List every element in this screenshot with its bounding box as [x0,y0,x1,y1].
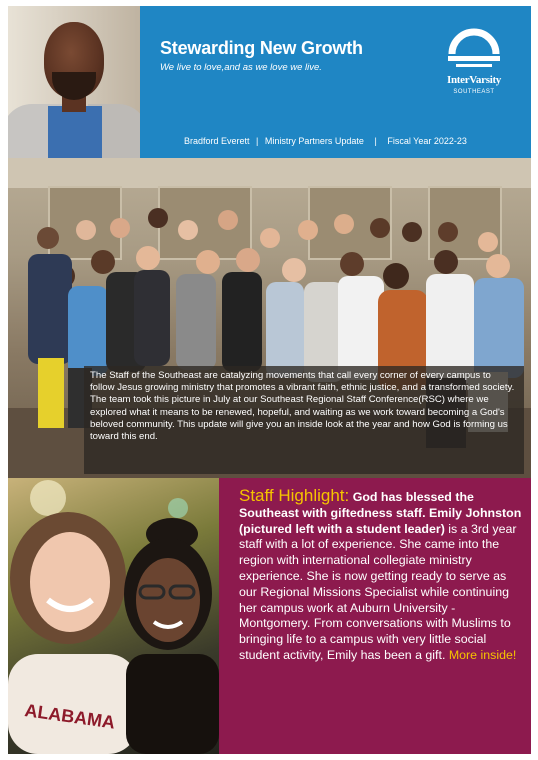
update-info-line [184,136,467,146]
staff-highlight-text [239,488,523,664]
highlight-lead: God has blessed the Southeast with giftedness staff. Emily Johnston (pictured left with a student leader) [239,490,522,536]
more-inside-text: More inside! [448,647,517,662]
staff-group-photo [8,158,531,478]
logo-region: SOUTHEAST [453,89,495,95]
fiscal-year: Fiscal Year 2022-23 [387,136,467,146]
portrait-photo [8,6,140,158]
highlight-body: is a 3rd year staff with a lot of experience. She came into the region with international collegiate ministry experience. She is now getting ready to serve as our Regional Missions Specialist while continuing her campus work at Auburn University - Montgomery. From conversations with Muslims to bringing life to a campus with very little social student activity, Emily has been a gift. [239,521,517,662]
separator: | [256,136,259,146]
author-name: Bradford Everett [184,136,250,146]
staff-selfie-photo [8,478,219,754]
tagline: We live to love,and as we love we live. [160,62,322,73]
selfie-illustration [8,478,219,754]
header-banner [140,6,531,158]
shirt-text: ALABAMA [23,700,117,733]
page-title: Stewarding New Growth [160,38,363,58]
update-type: Ministry Partners Update [264,136,364,146]
intervarsity-logo-mark-icon [446,20,502,72]
newsletter-page [8,6,531,754]
logo-name: InterVarsity [446,74,502,86]
highlight-heading: Staff Highlight: [239,486,350,505]
intervarsity-logo [434,20,514,100]
staff-highlight-panel [219,478,531,754]
group-photo-caption: The Staff of the Southeast are catalyzing movements that call every corner of every campus to follow Jesus growing ministry that promotes a vibrant faith, ethnic justice, and a transformed society. The team took this picture in July at our Southeast Regional Staff Conference(RSC) where we explored what it means to be renewed, hopeful, and waiting as we work toward becoming a God's beloved community. This update will give you an inside look at the year and how God is forming us toward this end. [84,366,524,474]
separator: | [374,136,377,146]
